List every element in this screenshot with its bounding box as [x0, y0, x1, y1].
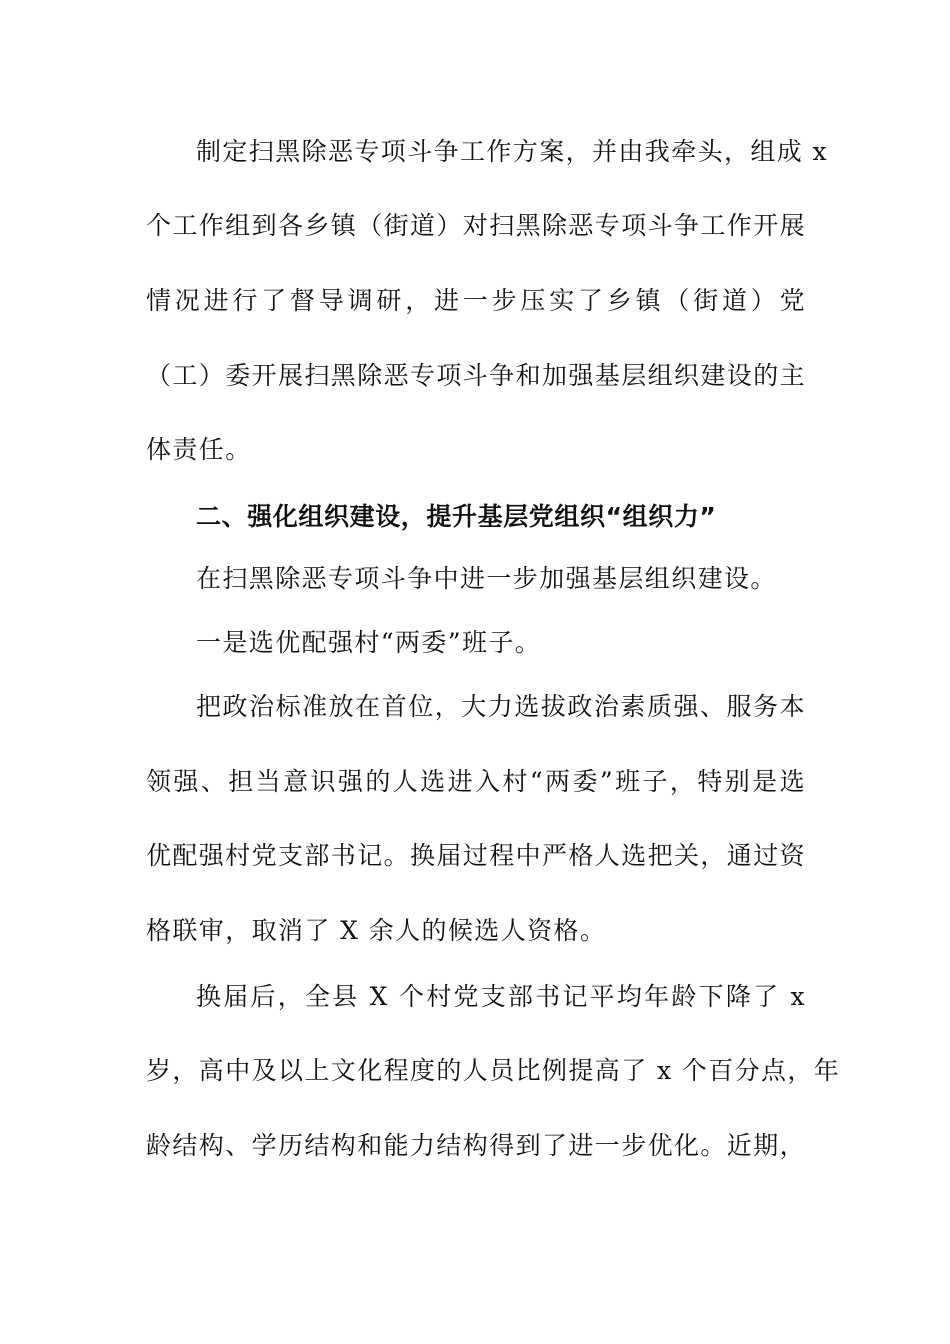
paragraph-line: 情况进行了督导调研，进一步压实了乡镇（街道）党: [146, 286, 806, 315]
paragraph-line: 个工作组到各乡镇（街道）对扫黑除恶专项斗争工作开展: [146, 211, 807, 240]
paragraph-line: 换届后，全县 X 个村党支部书记平均年龄下降了 x: [196, 982, 806, 1011]
paragraph-line: 体责任。: [146, 435, 252, 464]
paragraph-line: 岁，高中及以上文化程度的人员比例提高了 x 个百分点，年: [146, 1056, 841, 1085]
paragraph-line: 优配强村党支部书记。换届过程中严格人选把关，通过资: [146, 841, 807, 870]
paragraph-line: 龄结构、学历结构和能力结构得到了进一步优化。近期，: [146, 1131, 807, 1160]
paragraph-line: 制定扫黑除恶专项斗争工作方案，并由我牵头，组成 x: [196, 137, 829, 166]
section-heading: 二、强化组织建设，提升基层党组织“组织力”: [196, 502, 717, 531]
paragraph-line: 在扫黑除恶专项斗争中进一步加强基层组织建设。: [196, 564, 777, 593]
paragraph-line: 格联审，取消了 X 余人的候选人资格。: [146, 916, 607, 945]
paragraph-line: 一是选优配强村“两委”班子。: [196, 628, 542, 657]
paragraph-line: （工）委开展扫黑除恶专项斗争和加强基层组织建设的主: [146, 361, 807, 390]
paragraph-line: 把政治标准放在首位，大力选拔政治素质强、服务本: [196, 692, 806, 721]
paragraph-line: 领强、担当意识强的人选进入村“两委”班子，特别是选: [146, 767, 806, 796]
